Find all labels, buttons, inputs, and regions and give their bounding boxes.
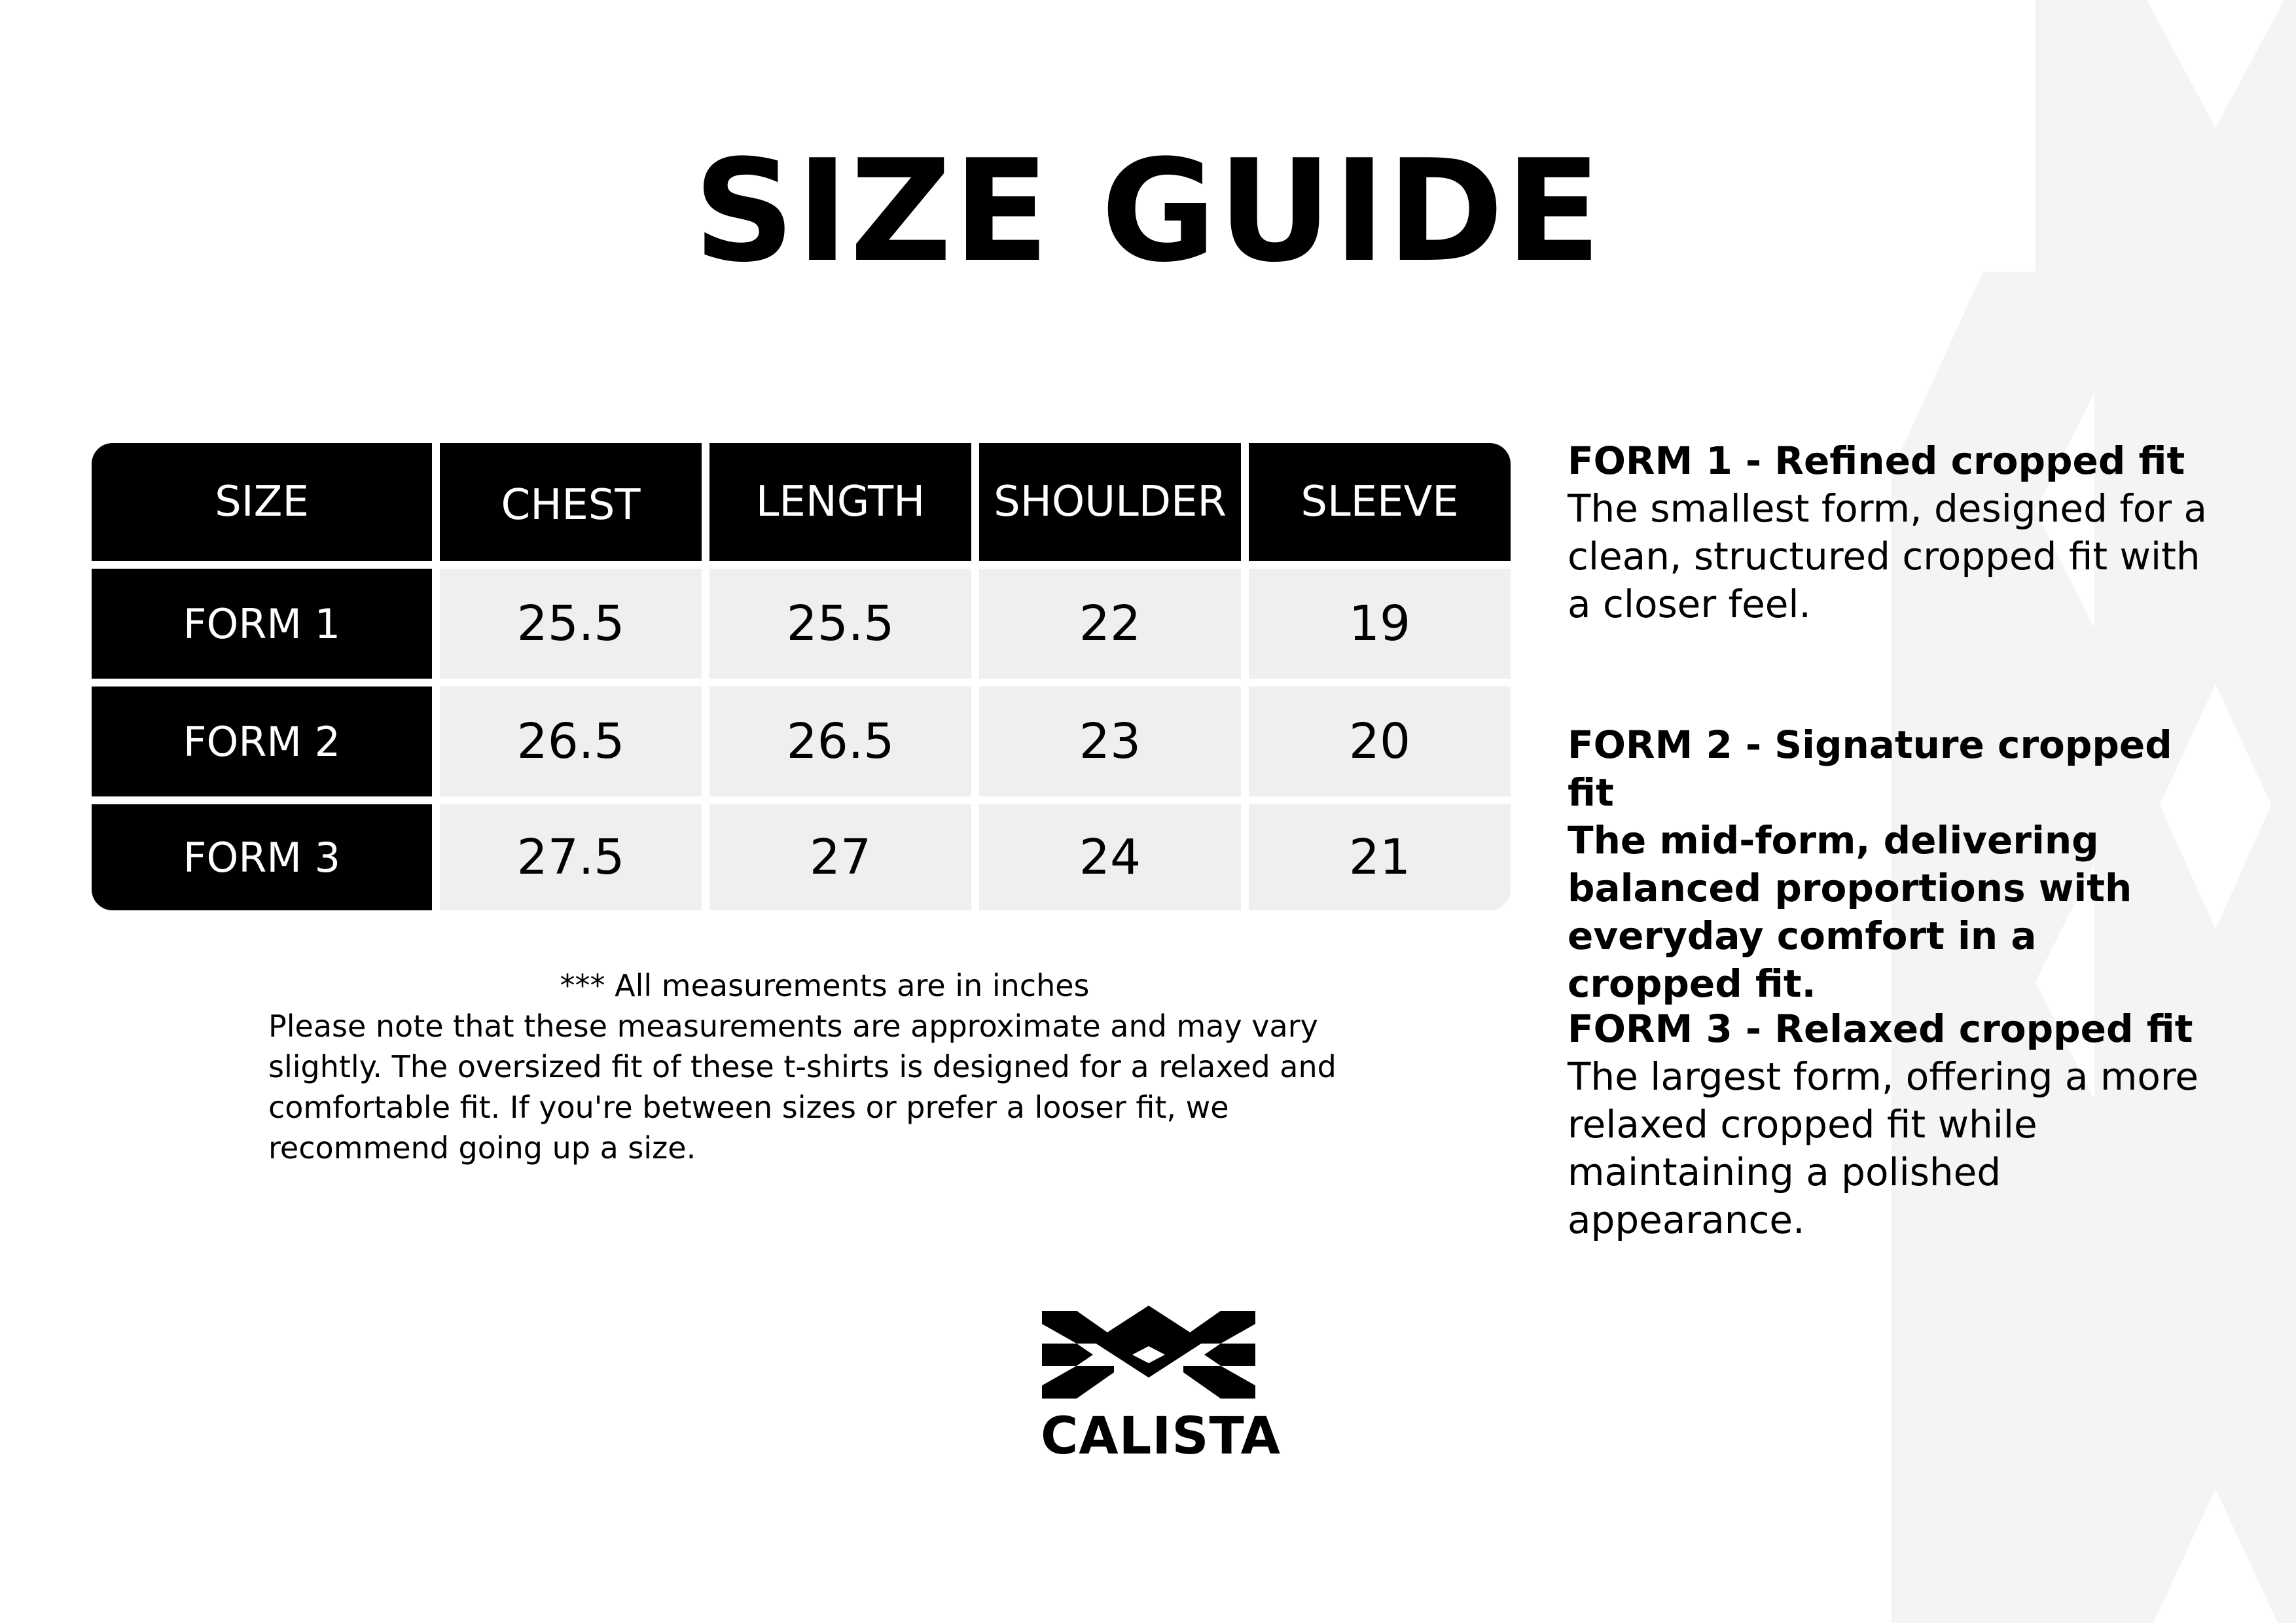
- form-2-block: [1568, 721, 2222, 1008]
- table-cell-form-3-chest: 27.5: [440, 804, 702, 910]
- table-header-shoulder: SHOULDER: [979, 443, 1241, 561]
- units-note: *** All measurements are in inches: [560, 968, 1090, 1003]
- form-3-title: FORM 3 - Relaxed cropped fit: [1568, 1007, 2193, 1051]
- calista-logo-icon: [1041, 1306, 1257, 1404]
- brand-name: CALISTA: [1041, 1407, 1282, 1466]
- form-2-title: FORM 2 - Signature cropped fit: [1568, 722, 2172, 815]
- table-cell-form-1-chest: 25.5: [440, 569, 702, 679]
- table-cell-form-1-shoulder: 22: [979, 569, 1241, 679]
- table-row-label-form-3: FORM 3: [92, 804, 432, 910]
- table-cell-form-1-length: 25.5: [709, 569, 971, 679]
- table-cell-form-2-length: 26.5: [709, 687, 971, 796]
- form-3-description: The largest form, offering a more relaxed cropped fit while maintaining a polished appearance.: [1568, 1054, 2199, 1242]
- form-2-description: The mid-form, delivering balanced proportions with everyday comfort in a cropped fit.: [1568, 818, 2132, 1006]
- page-title: SIZE GUIDE: [693, 129, 1603, 293]
- table-cell-form-2-shoulder: 23: [979, 687, 1241, 796]
- form-1-description: The smallest form, designed for a clean, structured cropped fit with a closer feel.: [1568, 486, 2208, 626]
- table-header-sleeve: SLEEVE: [1249, 443, 1511, 561]
- table-row-label-form-1: FORM 1: [92, 569, 432, 679]
- disclaimer-text: Please note that these measurements are approximate and may vary slightly. The oversized fit of these t-shirts is designed for a relaxed and comfortable fit. If you're between sizes or prefer a looser fit, we recommend going up a size.: [268, 1008, 1336, 1166]
- measurement-notes: [268, 965, 1381, 1168]
- table-cell-form-3-sleeve: 21: [1249, 804, 1511, 910]
- form-1-block: [1568, 437, 2235, 628]
- table-cell-form-3-shoulder: 24: [979, 804, 1241, 910]
- table-cell-form-2-chest: 26.5: [440, 687, 702, 796]
- table-cell-form-1-sleeve: 19: [1249, 569, 1511, 679]
- table-header-chest: CHEST: [440, 443, 702, 561]
- table-cell-form-2-sleeve: 20: [1249, 687, 1511, 796]
- table-cell-form-3-length: 27: [709, 804, 971, 910]
- form-3-block: [1568, 1005, 2229, 1244]
- brand-logo: [1041, 1306, 1282, 1466]
- table-row-label-form-2: FORM 2: [92, 687, 432, 796]
- table-header-size: SIZE: [92, 443, 432, 561]
- table-header-length: LENGTH: [709, 443, 971, 561]
- form-1-title: FORM 1 - Refined cropped fit: [1568, 438, 2185, 483]
